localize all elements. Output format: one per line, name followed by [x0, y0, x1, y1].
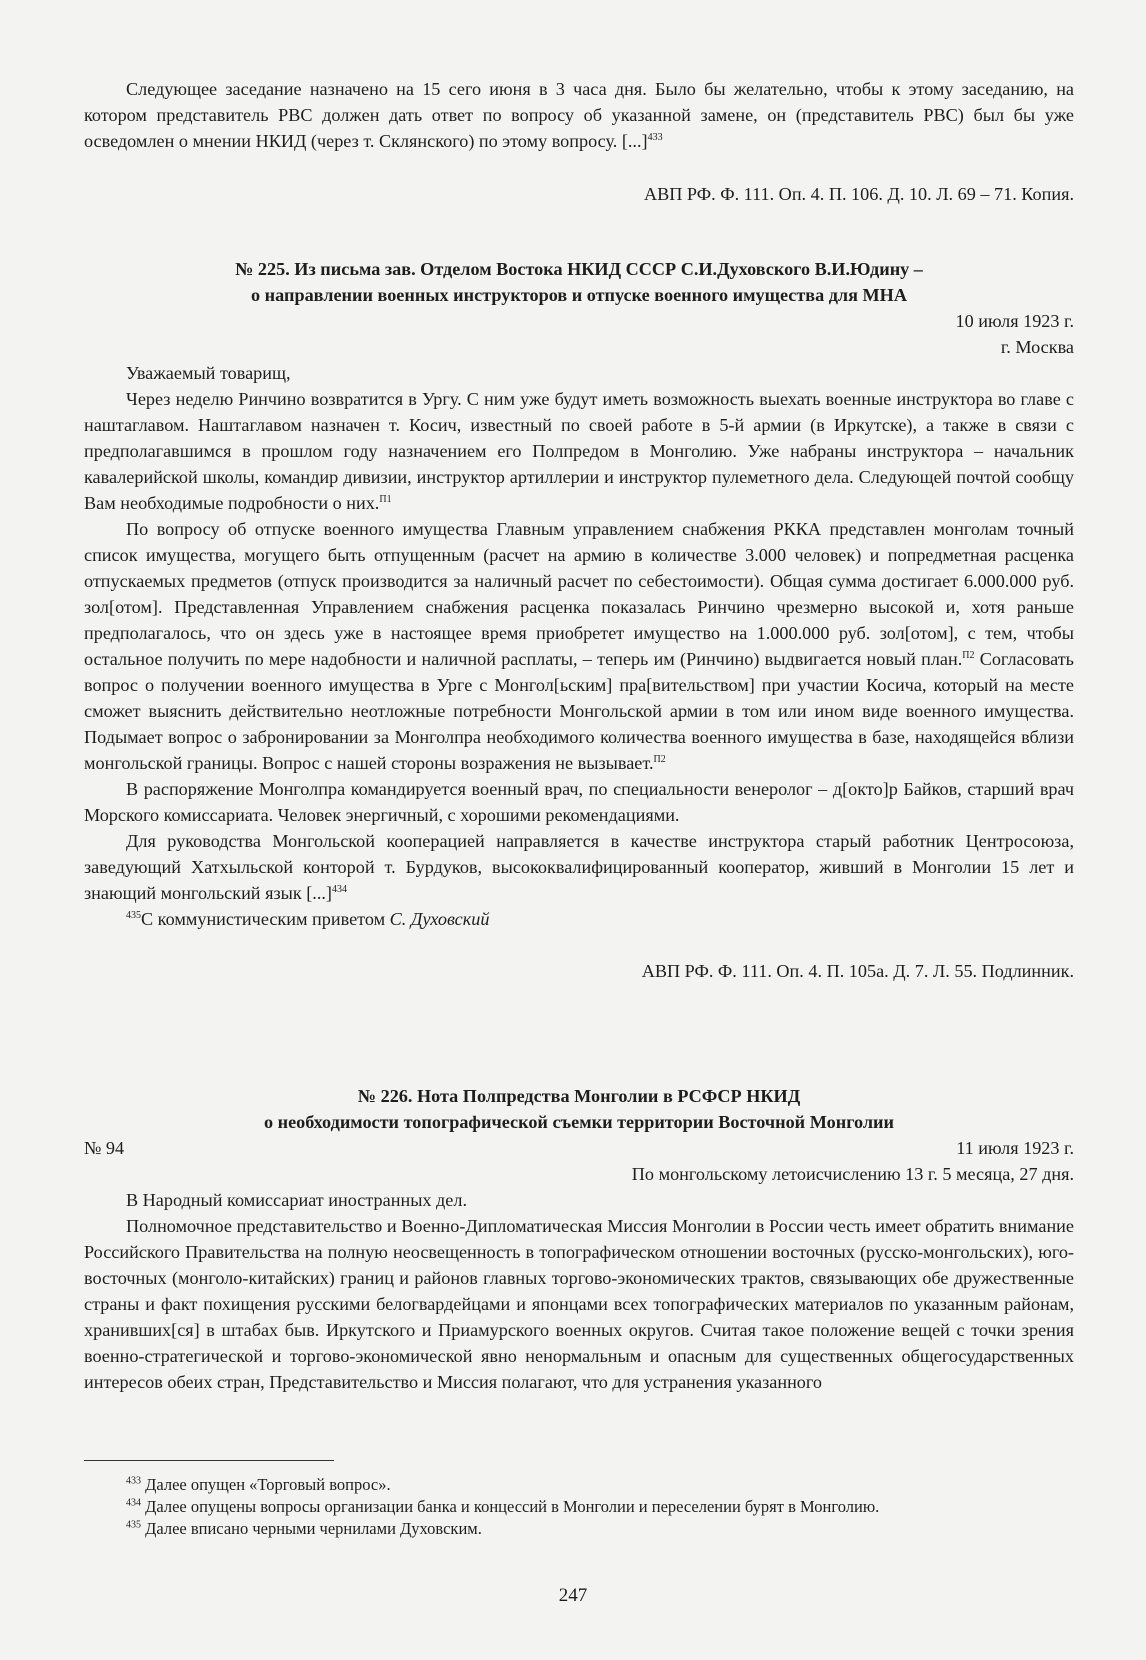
archive-reference: АВП РФ. Ф. 111. Оп. 4. П. 105а. Д. 7. Л. 55. Подлинник. [641, 961, 1074, 981]
footnote-ref[interactable]: 434 [332, 883, 347, 895]
doc225-place: г. Москва [1000, 337, 1074, 357]
footnote-separator [84, 1460, 334, 1461]
footnote-ref[interactable]: 435 [126, 909, 141, 921]
footnotes [84, 1474, 1074, 1540]
document-225 [84, 256, 1074, 984]
note-mark: П2 [653, 753, 666, 765]
doc225-heading-line2: о направлении военных инструкторов и отпуске военного имущества для МНА [251, 285, 907, 305]
note-mark: П1 [379, 493, 392, 505]
doc226-addressee: В Народный комиссариат иностранных дел. [126, 1190, 467, 1210]
doc226-mongol-date: По монгольскому летоисчислению 13 г. 5 месяца, 27 дня. [631, 1164, 1074, 1184]
footnote-ref[interactable]: 433 [647, 131, 663, 143]
intro-block [84, 76, 1074, 207]
doc225-heading-line1: № 225. Из письма зав. Отделом Востока НКИД СССР С.И.Духовского В.И.Юдину – [235, 259, 923, 279]
footnote-433: $^{433}$ Далее опущен «Торговый вопрос». [126, 1475, 391, 1494]
intro-paragraph: Следующее заседание назначено на 15 сего июня в 3 часа дня. Было бы желательно, чтобы к этому заседанию, на котором представитель РВС должен дать ответ по вопросу об указанной замене, он (представитель РВС) был бы уже осведомлен о мнении НКИД (через т. Склянского) по этому вопросу. [...]$^{433}$ [84, 79, 1074, 151]
doc226-heading-line2: о необходимости топографической съемки территории Восточной Монголии [263, 1112, 895, 1132]
note-mark: П2 [962, 649, 975, 661]
doc225-paragraph-3: В распоряжение Монголпра командируется военный врач, по специальности венеролог – д[окто]р Байков, старший врач Морского комиссариата. Человек энергичный, с хорошими рекомендациями. [84, 779, 1074, 825]
doc225-paragraph-2: По вопросу об отпуске военного имущества Главным управлением снабжения РККА представлен монголам точный список имущества, могущего быть отпущенным (расчет на армию в количестве 3.000 человек) и попредметная расценка отпускаемых предметов (отпуск производится за наличный расчет по себестоимости). Общая сумма достигает 6.000.000 руб. зол[отом]. Представленная Управлением снабжения расценка показалась Ринчино чрезмерно высокой и, хотя раньше предполагалось, что он здесь уже в настоящее время приобретет имущество на 1.000.000 руб. зол[отом], с тем, чтобы остальное получить по мере надобности и наличной расплаты, – теперь им (Ринчино) выдвигается новый план.$^{П2}$ Согласовать вопрос о получении военного имущества в Урге с Монгол[ьским] пра[вительством] при участии Косича, который на месте сможет выяснить действительно неотложные потребности Монгольской армии в том или ином виде военного имущества. Подымает вопрос о забронировании за Монголпра необходимого количества военного имущества в базе, находящейся вблизи монгольской границы. Вопрос с нашей стороны возражения не вызывает.$^{П2}$ [84, 519, 1074, 773]
document-226 [84, 1083, 1074, 1395]
doc226-date: 11 июля 1923 г. [956, 1138, 1074, 1158]
doc226-number: № 94 [84, 1138, 125, 1158]
footnote-434: $^{434}$ Далее опущены вопросы организации банка и концессий в Монголии и переселении бурят в Монголию. [126, 1497, 880, 1516]
footnote-435: $^{435}$ Далее вписано черными чернилами Духовским. [126, 1519, 482, 1538]
page-number: 247 [558, 1585, 588, 1606]
doc226-paragraph-1: Полномочное представительство и Военно-Дипломатическая Миссия Монголии в России честь имеет обратить внимание Российского Правительства на полную неосвещенность в топографическом отношении восточных (русско-монгольских), юго-восточных (монголо-китайских) границ и районов главных торгово-экономических трактов, связывающих обе дружественные страны и факт похищения русскими белогвардейцами и японцами всех топографических материалов по указанным районам, хранивших[ся] в штабах быв. Иркутского и Приамурского военных округов. Считая такое положение вещей с точки зрения военно-стратегической и торгово-экономической явно ненормальным и опасным для существенных общегосударственных интересов обеих стран, Представительство и Миссия полагают, что для устранения указанного [84, 1216, 1074, 1392]
doc225-paragraph-1: Через неделю Ринчино возвратится в Ургу. С ним уже будут иметь возможность выехать военные инструктора во главе с наштаглавом. Наштаглавом назначен т. Косич, известный по своей работе в 5-й армии (в Иркутске), а также в связи с предполагавшимся в прошлом году назначением его Полпредом в Монголию. Уже набраны инструктора – начальник кавалерийской школы, командир дивизии, инструктор артиллерии и инструктор пулеметного дела. Следующей почтой сообщу Вам необходимые подробности о них.$^{П1}$ [84, 389, 1074, 513]
archive-reference: АВП РФ. Ф. 111. Оп. 4. П. 106. Д. 10. Л. 69 – 71. Копия. [643, 184, 1074, 204]
doc226-number-date-row [84, 1135, 1074, 1161]
doc226-heading-line1: № 226. Нота Полпредства Монголии в РСФСР НКИД [357, 1086, 801, 1106]
signature: С. Духовский [389, 909, 490, 929]
doc225-date: 10 июля 1923 г. [955, 311, 1074, 331]
doc225-closing: $^{435}$С коммунистическим приветом С. Духовский [126, 909, 490, 929]
doc225-paragraph-4: Для руководства Монгольской кооперацией направляется в качестве инструктора старый работник Центросоюза, заведующий Хатхыльской конторой т. Бурдуков, высококвалифицированный кооператор, живший в Монголии 15 лет и знающий монгольский язык [...]$^{434}$ [84, 831, 1074, 903]
doc225-salutation: Уважаемый товарищ, [126, 363, 291, 383]
